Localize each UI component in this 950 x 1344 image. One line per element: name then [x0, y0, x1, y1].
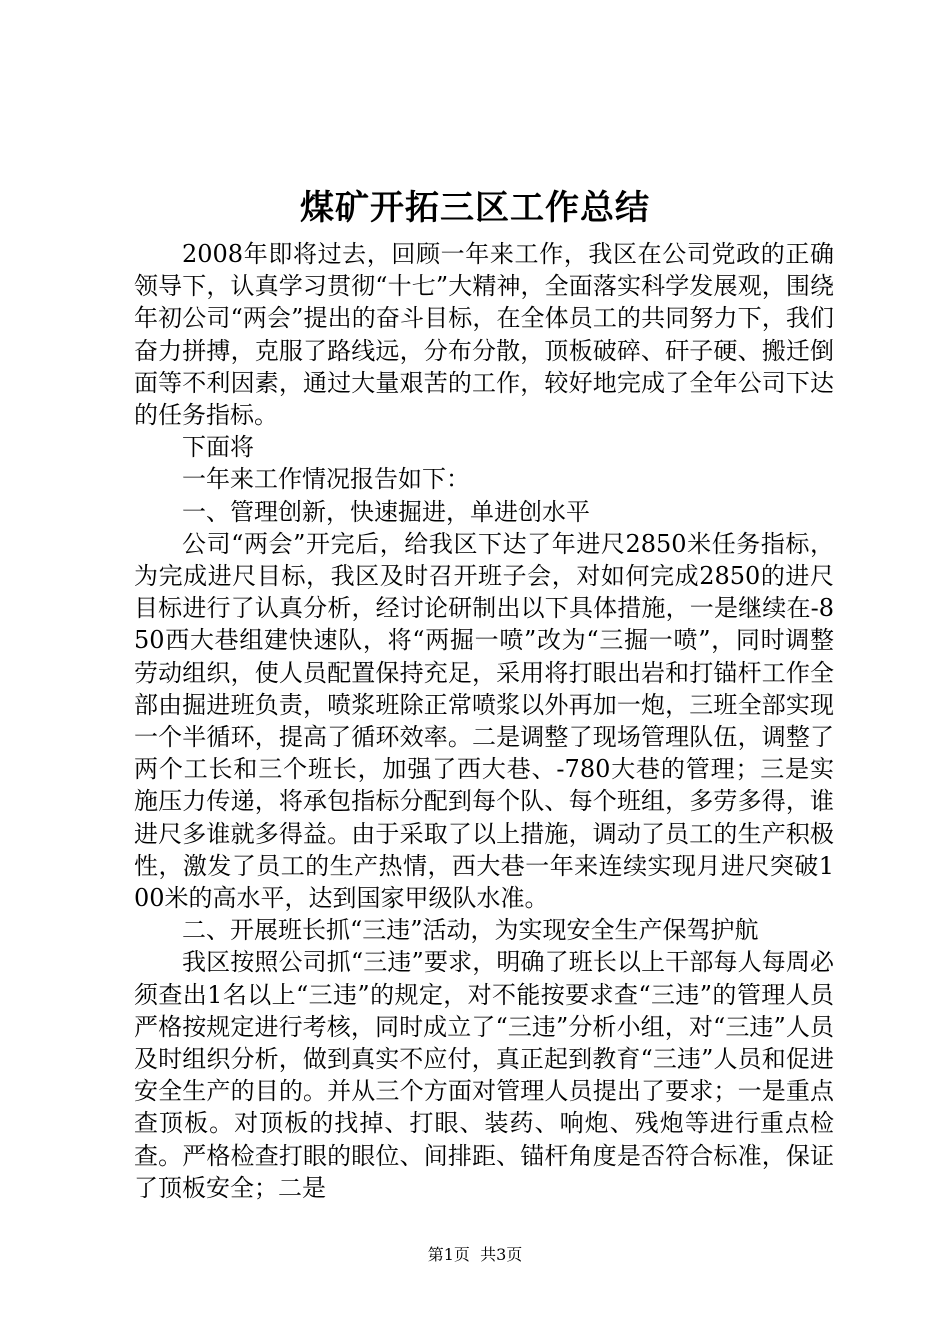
document-body: [134, 238, 834, 1204]
paragraph-section-2: 我区按照公司抓“三违”要求，明确了班长以上干部每人每周必须查出1名以上“三违”的规定，对不能按要求查“三违”的管理人员严格按规定进行考核，同时成立了“三违”分析小组，对“三违”人员及时组织分析，做到真实不应付，真正起到教育“三违”人员和促进安全生产的目的。并从三个方面对管理人员提出了要求；一是重点查顶板。对顶板的找掉、打眼、装药、响炮、残炮等进行重点检查。严格检查打眼的眼位、间排距、锚杆角度是否符合标准，保证了顶板安全；二是: [134, 948, 834, 1202]
paragraph-report-lead: 一年来工作情况报告如下：: [182, 465, 470, 494]
section-heading-1: 一、管理创新，快速掘进，单进创水平: [182, 497, 590, 526]
paragraph-section-1: 公司“两会”开完后，给我区下达了年进尺2850米任务指标，为完成进尺目标，我区及时召开班子会，对如何完成2850的进尺目标进行了认真分析，经讨论研制出以下具体措施，一是继续在-850西大巷组建快速队，将“两掘一喷”改为“三掘一喷”，同时调整劳动组织，使人员配置保持充足，采用将打眼出岩和打锚杆工作全部由掘进班负责，喷浆班除正常喷浆以外再加一炮，三班全部实现一个半循环，提高了循环效率。二是调整了现场管理队伍，调整了两个工长和三个班长，加强了西大巷、-780大巷的管理；三是实施压力传递，将承包指标分配到每个队、每个班组，多劳多得，谁进尺多谁就多得益。由于采取了以上措施，调动了员工的生产积极性，激发了员工的生产热情，西大巷一年来连续实现月进尺突破100米的高水平，达到国家甲级队水准。: [134, 529, 834, 913]
paragraph-transition: 下面将: [182, 433, 254, 462]
page-footer: 第1页 共3页: [427, 1245, 523, 1264]
section-heading-2: 二、开展班长抓“三违”活动，为实现安全生产保驾护航: [182, 916, 759, 945]
document-title: 煤矿开拓三区工作总结: [300, 188, 650, 228]
paragraph-intro: 2008年即将过去，回顾一年来工作，我区在公司党政的正确领导下，认真学习贯彻“十七”大精神，全面落实科学发展观，围绕年初公司“两会”提出的奋斗目标，在全体员工的共同努力下，我们奋力拼搏，克服了路线远，分布分散，顶板破碎、矸子硬、搬迁倒面等不利因素，通过大量艰苦的工作，较好地完成了全年公司下达的任务指标。: [134, 240, 834, 430]
